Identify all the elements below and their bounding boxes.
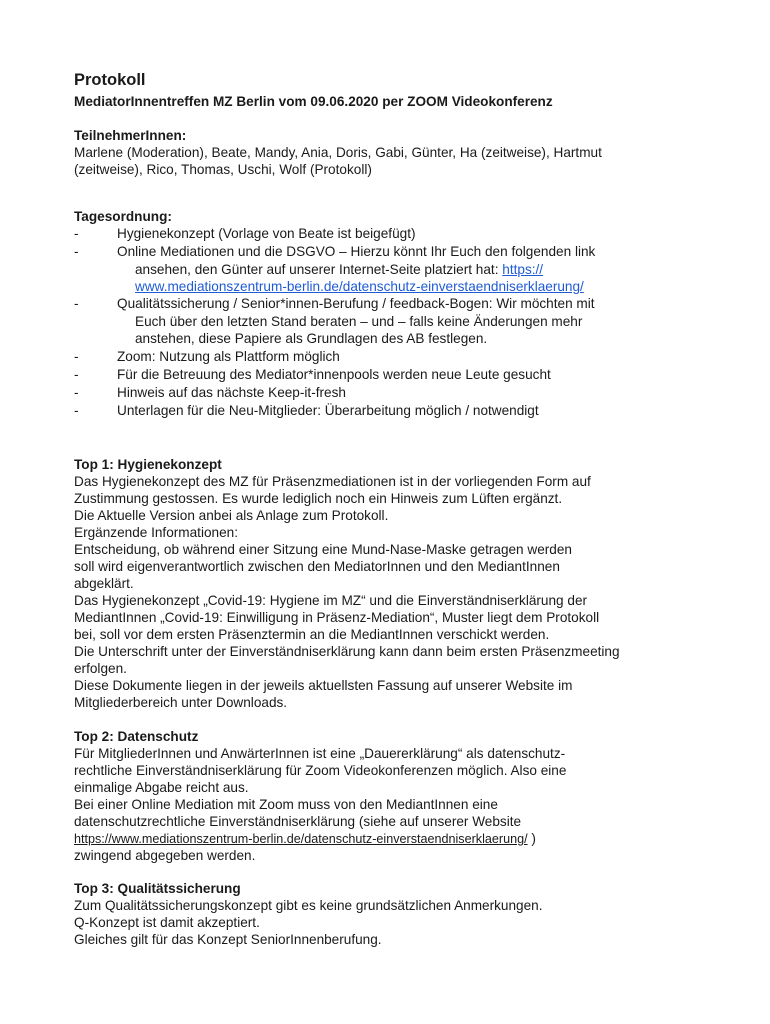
top3-line: Gleiches gilt für das Konzept SeniorInnenberufung. — [74, 932, 382, 947]
agenda-item: Online Mediationen und die DSGVO – Hierzu könnt Ihr Euch den folgenden link — [117, 244, 596, 259]
top3-line: Zum Qualitätssicherungskonzept gibt es keine grundsätzlichen Anmerkungen. — [74, 898, 543, 913]
top2-line: Bei einer Online Mediation mit Zoom muss von den MediantInnen eine — [74, 797, 498, 812]
top2-link[interactable]: https://www.mediationszentrum-berlin.de/datenschutz-einverstaendniserklaerung/ — [74, 832, 528, 846]
top2-line: zwingend abgegeben werden. — [74, 848, 256, 863]
top1-line: Entscheidung, ob während einer Sitzung eine Mund-Nase-Maske getragen werden — [74, 542, 572, 557]
top2-link-line — [74, 830, 536, 848]
agenda-link[interactable]: https:// — [502, 262, 544, 277]
top1-line: Mitgliederbereich unter Downloads. — [74, 695, 288, 710]
top2-heading: Top 2: Datenschutz — [74, 729, 199, 744]
document-title: Protokoll — [74, 71, 146, 89]
document-subtitle: MediatorInnentreffen MZ Berlin vom 09.06.2020 per ZOOM Videokonferenz — [74, 94, 553, 109]
agenda-item: Qualitätssicherung / Senior*innen-Berufung / feedback-Bogen: Wir möchten mit — [117, 296, 595, 311]
agenda-bullet: - — [74, 244, 79, 259]
top1-line: bei, soll vor dem ersten Präsenztermin an die MediantInnen verschickt werden. — [74, 627, 550, 642]
agenda-bullet: - — [74, 385, 79, 400]
top2-line: Für MitgliederInnen und AnwärterInnen ist eine „Dauererklärung“ als datenschutz- — [74, 746, 566, 761]
top2-line: rechtliche Einverständniserklärung für Zoom Videokonferenzen möglich. Also eine — [74, 763, 567, 778]
agenda-item-continuation: Euch über den letzten Stand beraten – und – falls keine Änderungen mehr — [135, 314, 583, 329]
top1-line: Das Hygienekonzept des MZ für Präsenzmediationen ist in der vorliegenden Form auf — [74, 474, 591, 489]
participants-line: (zeitweise), Rico, Thomas, Uschi, Wolf (Protokoll) — [74, 162, 372, 177]
top1-line: Zustimmung gestossen. Es wurde lediglich noch ein Hinweis zum Lüften ergänzt. — [74, 491, 563, 506]
top1-line: Ergänzende Informationen: — [74, 525, 238, 540]
top1-heading: Top 1: Hygienekonzept — [74, 457, 222, 472]
top1-line: MediantInnen „Covid-19: Einwilligung in Präsenz-Mediation“, Muster liegt dem Protokoll — [74, 610, 600, 625]
top3-heading: Top 3: Qualitätssicherung — [74, 881, 241, 896]
top1-line: Die Aktuelle Version anbei als Anlage zum Protokoll. — [74, 508, 389, 523]
agenda-item: Zoom: Nutzung als Plattform möglich — [117, 349, 340, 364]
participants-line: Marlene (Moderation), Beate, Mandy, Ania, Doris, Gabi, Günter, Ha (zeitweise), Hartmut — [74, 145, 602, 160]
top2-line: einmalige Abgabe reicht aus. — [74, 780, 249, 795]
agenda-link[interactable]: www.mediationszentrum-berlin.de/datenschutz-einverstaendniserklaerung/ — [135, 279, 584, 294]
agenda-item-continuation — [135, 261, 543, 278]
top2-line: datenschutzrechtliche Einverständniserklärung (siehe auf unserer Website — [74, 814, 522, 829]
top1-line: soll wird eigenverantwortlich zwischen den MediatorInnen und den MediantInnen — [74, 559, 560, 574]
agenda-bullet: - — [74, 403, 79, 418]
agenda-item-continuation — [135, 278, 584, 295]
top1-line: Das Hygienekonzept „Covid-19: Hygiene im MZ“ und die Einverständniserklärung der — [74, 593, 588, 608]
agenda-bullet: - — [74, 296, 79, 311]
top1-line: erfolgen. — [74, 661, 127, 676]
top3-line: Q-Konzept ist damit akzeptiert. — [74, 915, 260, 930]
agenda-item: Hygienekonzept (Vorlage von Beate ist beigefügt) — [117, 226, 416, 241]
agenda-heading: Tagesordnung: — [74, 209, 172, 224]
top1-line: Diese Dokumente liegen in der jeweils aktuellsten Fassung auf unserer Website im — [74, 678, 573, 693]
agenda-bullet: - — [74, 367, 79, 382]
agenda-item-text: ansehen, den Günter auf unserer Internet-Seite platziert hat: — [135, 262, 503, 277]
top1-line: abgeklärt. — [74, 576, 134, 591]
agenda-bullet: - — [74, 226, 79, 241]
agenda-item: Unterlagen für die Neu-Mitglieder: Überarbeitung möglich / notwendigt — [117, 403, 539, 418]
participants-heading: TeilnehmerInnen: — [74, 128, 187, 143]
top2-link-suffix: ) — [527, 831, 536, 846]
agenda-item-continuation: anstehen, diese Papiere als Grundlagen des AB festlegen. — [135, 331, 488, 346]
agenda-item: Für die Betreuung des Mediator*innenpools werden neue Leute gesucht — [117, 367, 551, 382]
top1-line: Die Unterschrift unter der Einverständniserklärung kann dann beim ersten Präsenzmeeting — [74, 644, 620, 659]
agenda-bullet: - — [74, 349, 79, 364]
agenda-item: Hinweis auf das nächste Keep-it-fresh — [117, 385, 346, 400]
